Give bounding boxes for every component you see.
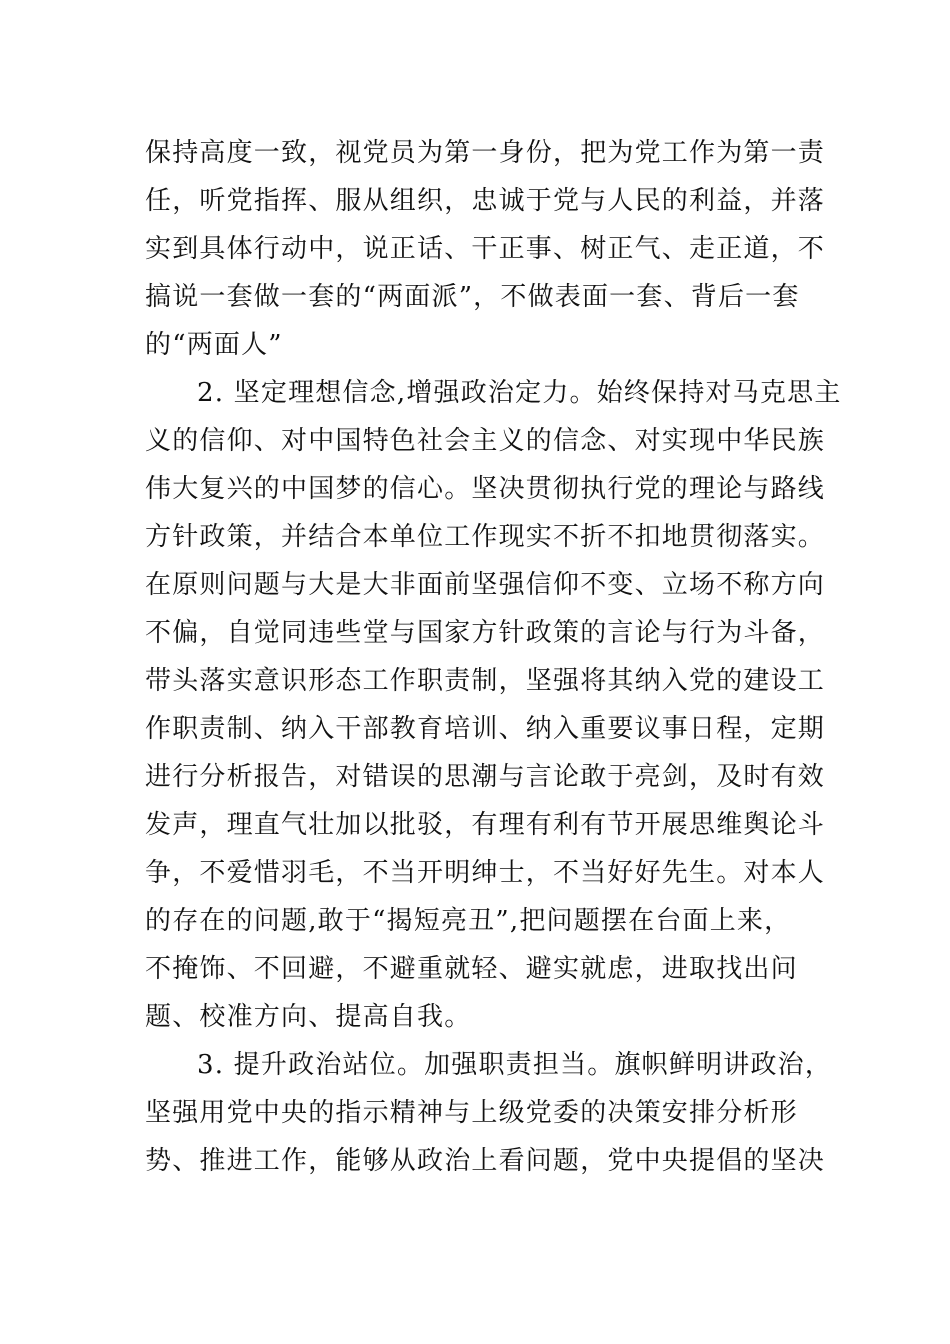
text-line: 在原则问题与大是大非面前坚强信仰不变、立场不称方向 — [145, 570, 826, 600]
text-line: 题、校准方向、提高自我。 — [145, 1002, 472, 1032]
text-line: 坚强用党中央的指示精神与上级党委的决策安排分析形 — [145, 1098, 798, 1128]
text-line: 进行分析报告，对错误的思潮与言论敢于亮剑，及时有效 — [145, 762, 826, 792]
paragraph-heading-line: 2. 坚定理想信念,增强政治定力。始终保持对马克思主 — [197, 378, 842, 408]
text-line: 作职责制、纳入干部教育培训、纳入重要议事日程，定期 — [145, 714, 826, 744]
text-line: 方针政策，并结合本单位工作现实不折不扣地贯彻落实。 — [145, 522, 826, 552]
text-line: 不偏，自觉同违些堂与国家方针政策的言论与行为斗备， — [145, 618, 826, 648]
text-line: 争，不爱惜羽毛，不当开明绅士，不当好好先生。对本人 — [145, 858, 826, 888]
text-line: 发声，理直气壮加以批驳，有理有利有节开展思维舆论斗 — [145, 810, 826, 840]
paragraph-heading-line: 3. 提升政治站位。加强职责担当。旗帜鲜明讲政治， — [197, 1050, 833, 1080]
text-line: 义的信仰、对中国特色社会主义的信念、对实现中华民族 — [145, 426, 826, 456]
text-line: 的存在的问题,敢于“揭短亮丑”,把问题摆在台面上来， — [145, 906, 792, 936]
text-line: 带头落实意识形态工作职责制，坚强将其纳入党的建设工 — [145, 666, 826, 696]
text-line: 任，听党指挥、服从组织，忠诚于党与人民的利益，并落 — [145, 186, 826, 216]
text-line: 的“两面人” — [145, 330, 283, 360]
text-line: 不掩饰、不回避，不避重就轻、避实就虑，进取找出问 — [145, 954, 798, 984]
text-line: 势、推进工作，能够从政治上看问题，党中央提倡的坚决 — [145, 1146, 826, 1176]
text-line: 搞说一套做一套的“两面派”，不做表面一套、背后一套 — [145, 282, 800, 312]
text-line: 保持高度一致，视党员为第一身份，把为党工作为第一责 — [145, 138, 826, 168]
text-line: 实到具体行动中，说正话、干正事、树正气、走正道，不 — [145, 234, 826, 264]
text-line: 伟大复兴的中国梦的信心。坚决贯彻执行党的理论与路线 — [145, 474, 826, 504]
